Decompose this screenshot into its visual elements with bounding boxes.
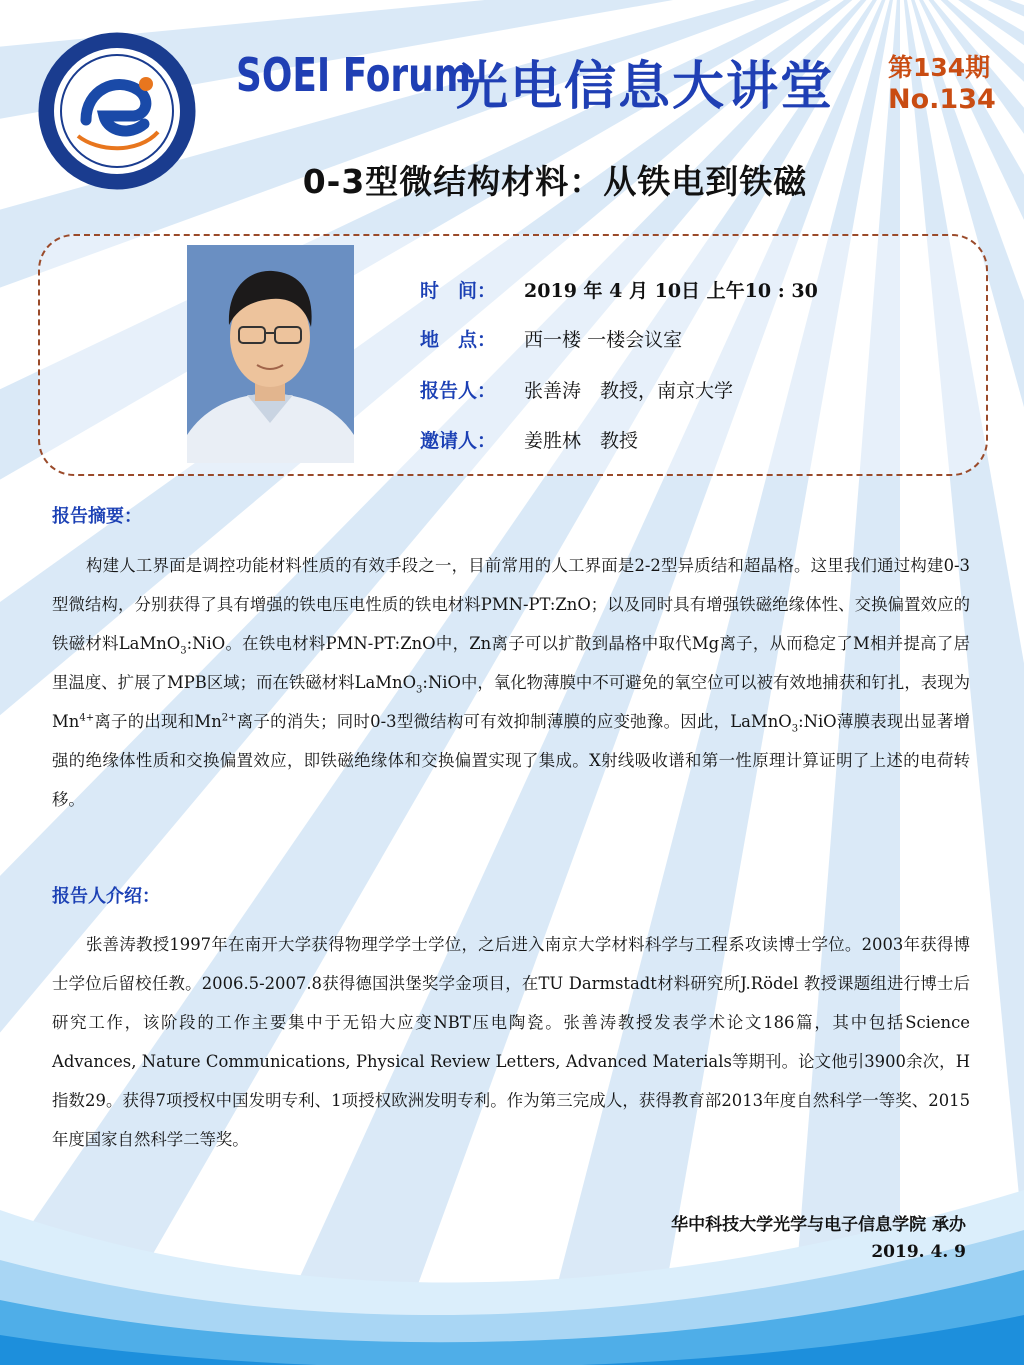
subscript-2: 3 xyxy=(416,684,423,696)
abstract-heading: 报告摘要： xyxy=(52,506,142,527)
place-label: 地 点： xyxy=(420,329,497,351)
issue-number xyxy=(888,52,998,116)
subscript-3: 3 xyxy=(791,723,799,735)
forum-title-chinese: 光电信息大讲堂 xyxy=(456,57,835,117)
abstract-text-3: :NiO中，氧化物薄膜中不可避免的氧空位可以被有效地捕获和钉扎，表现为Mn xyxy=(52,673,970,731)
abstract-text-6: :NiO薄膜表现出显著增强的绝缘体性质和交换偏置效应，即铁磁绝缘体和交换偏置实现了集成。X射线吸收谱和第一性原理计算证明了上述的电荷转移。 xyxy=(52,712,970,809)
issue-number-chinese: 第134期 xyxy=(888,53,991,82)
abstract-text-5: 离子的消失；同时0-3型微结构可有效抑制薄膜的应变弛豫。因此，LaMnO xyxy=(236,712,792,731)
issue-date: 2019. 4. 9 xyxy=(871,1242,966,1262)
time-value: 2019 年 4 月 10日 上午10 : 30 xyxy=(524,280,818,302)
abstract-text-1: 构建人工界面是调控功能材料性质的有效手段之一，目前常用的人工界面是2-2型异质结和超晶格。这里我们通过构建0-3型微结构，分别获得了具有增强的铁电压电性质的铁电材料PMN-PT:ZnO；以及同时具有增强铁磁绝缘体性、交换偏置效应的铁磁材料LaMnO xyxy=(52,556,970,653)
host-value: 姜胜林 教授 xyxy=(524,430,639,452)
speaker-label: 报告人： xyxy=(420,380,497,402)
info-speaker xyxy=(420,376,733,406)
place-value: 西一楼 一楼会议室 xyxy=(524,329,683,351)
talk-title: 0-3型微结构材料：从铁电到铁磁 xyxy=(302,162,808,201)
bio-paragraph: 张善涛教授1997年在南开大学获得物理学学士学位，之后进入南京大学材料科学与工程系攻读博士学位。2003年获得博士学位后留校任教。2006.5-2007.8获得德国洪堡奖学金项目，在TU Darmstadt材料研究所J.Rödel 教授课题组进行博士后研究工作，该阶段的工作主要集中于无铅大应变NBT压电陶瓷。张善涛教授发表学术论文186篇，其中包括Science Advances, Nature Communications, Physical Review Letters, Advanced Materials等期刊。论文他引3900余次，H指数29。获得7项授权中国发明专利、1项授权欧洲发明专利。作为第三完成人，获得教育部2013年度自然科学一等奖、2015年度国家自然科学二等奖。 xyxy=(52,935,970,1149)
info-host xyxy=(420,426,638,456)
speaker-value: 张善涛 教授，南京大学 xyxy=(524,380,734,402)
issue-number-english: No.134 xyxy=(888,84,996,115)
bio-heading: 报告人介绍： xyxy=(52,886,160,907)
speaker-photo xyxy=(187,245,354,463)
forum-title xyxy=(236,48,876,128)
abstract-text-2: :NiO。在铁电材料PMN-PT:ZnO中，Zn离子可以扩散到晶格中取代Mg离子，从而稳定了M相并提高了居里温度、扩展了MPB区域；而在铁磁材料LaMnO xyxy=(52,634,970,692)
subscript-1: 3 xyxy=(180,645,187,657)
superscript-1: 4+ xyxy=(79,712,95,724)
time-label: 时 间： xyxy=(420,280,497,302)
host-label: 邀请人： xyxy=(420,430,497,452)
info-place xyxy=(420,325,682,355)
superscript-2: 2+ xyxy=(221,712,237,724)
forum-title-english: SOEI Forum xyxy=(236,48,472,102)
info-time xyxy=(420,276,818,306)
organizer: 华中科技大学光学与电子信息学院 承办 xyxy=(671,1215,966,1235)
abstract-text-4: 离子的出现和Mn xyxy=(94,712,222,731)
abstract-paragraph xyxy=(52,546,970,819)
